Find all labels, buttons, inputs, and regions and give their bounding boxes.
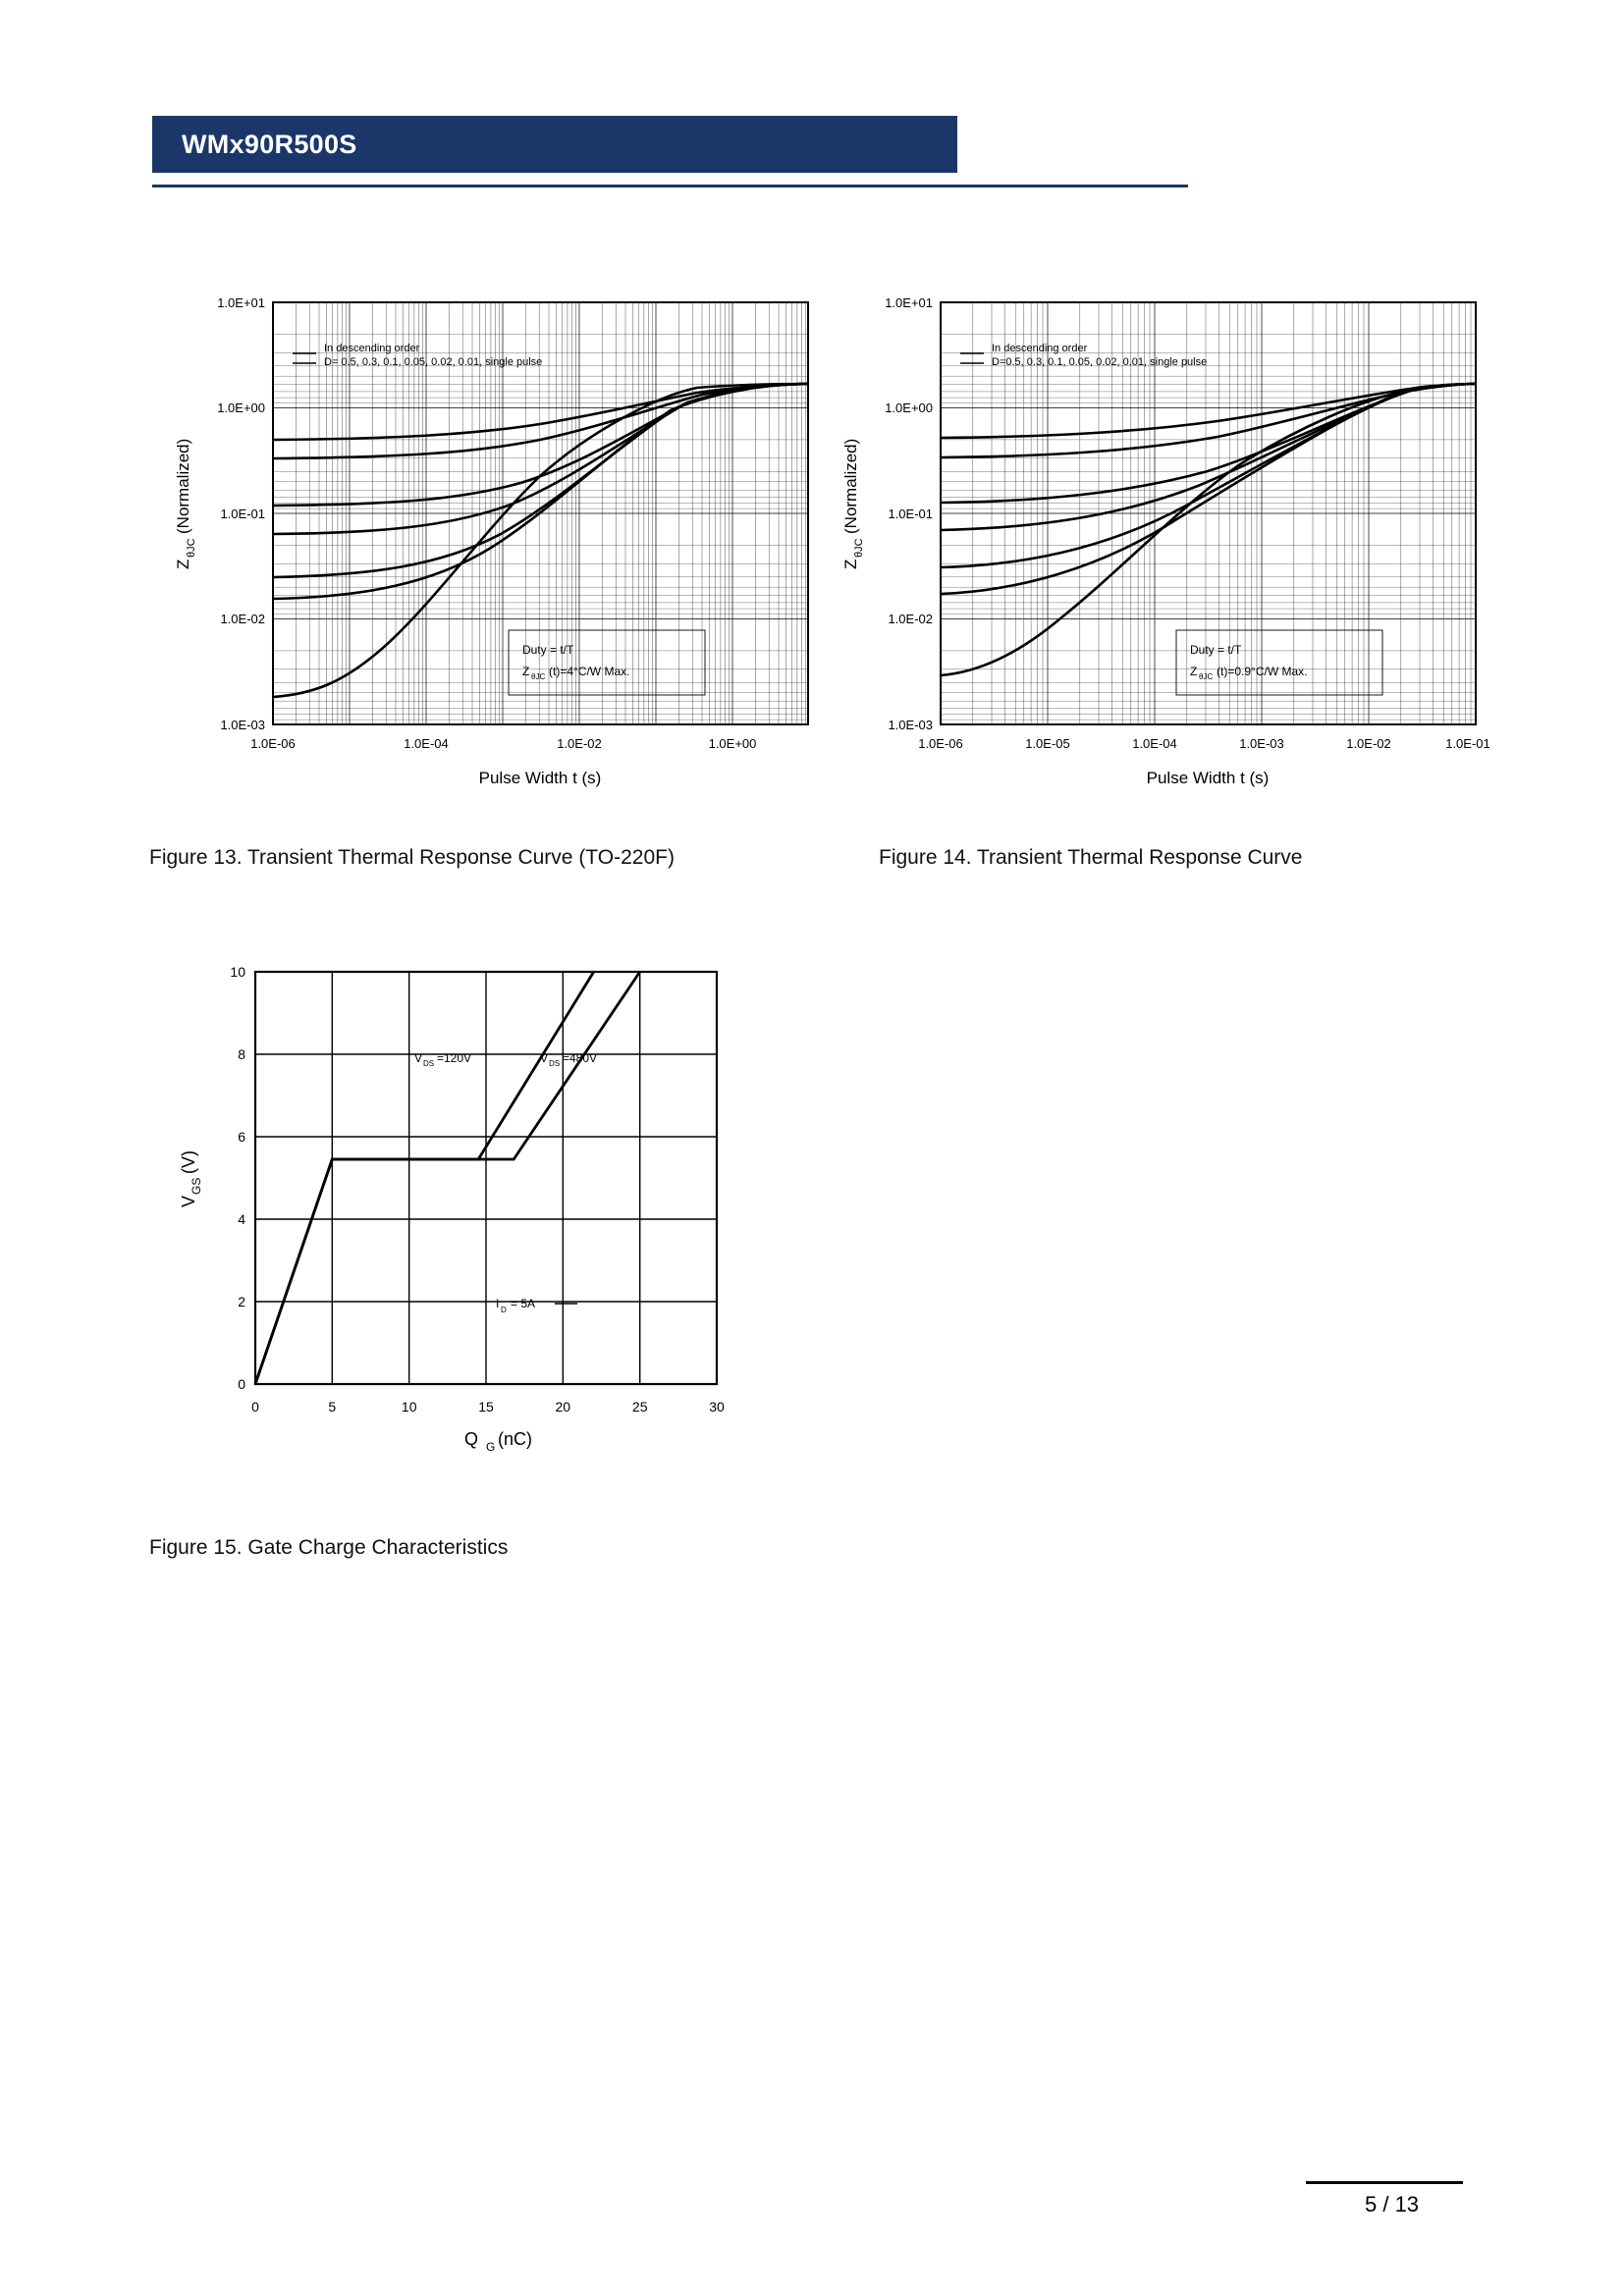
- svg-text:(t)=4°C/W Max.: (t)=4°C/W Max.: [549, 665, 630, 678]
- svg-text:D=0.5, 0.3, 0.1, 0.05, 0.02, 0: D=0.5, 0.3, 0.1, 0.05, 0.02, 0.01, single pulse: [992, 356, 1208, 368]
- svg-text:1.0E+01: 1.0E+01: [217, 295, 265, 310]
- svg-text:DS: DS: [423, 1059, 435, 1068]
- svg-text:Q: Q: [463, 1429, 479, 1449]
- svg-text:1.0E-06: 1.0E-06: [918, 736, 963, 751]
- svg-text:In descending order: In descending order: [324, 343, 420, 354]
- svg-text:1.0E-04: 1.0E-04: [404, 736, 449, 751]
- footer-divider: [1306, 2181, 1463, 2184]
- figure-14-x-ticks: [918, 736, 1490, 751]
- svg-text:Z: Z: [522, 665, 530, 678]
- svg-text:Z: Z: [174, 559, 192, 569]
- svg-text:5: 5: [328, 1399, 337, 1415]
- svg-text:1.0E-01: 1.0E-01: [220, 507, 265, 521]
- figure-13-chart: [147, 285, 835, 795]
- svg-text:1.0E-02: 1.0E-02: [888, 612, 933, 626]
- svg-text:1.0E-03: 1.0E-03: [220, 718, 265, 732]
- figure-13-caption: Figure 13. Transient Thermal Response Curve (TO-220F): [149, 846, 675, 869]
- svg-text:Z: Z: [841, 559, 860, 569]
- svg-text:(V): (V): [179, 1150, 198, 1174]
- svg-text:V: V: [179, 1195, 198, 1207]
- svg-text:(Normalized): (Normalized): [174, 438, 192, 534]
- svg-text:20: 20: [555, 1399, 571, 1415]
- svg-text:Duty = t/T: Duty = t/T: [522, 643, 574, 657]
- figure-14-svg: [815, 285, 1502, 795]
- svg-text:(Normalized): (Normalized): [841, 438, 860, 534]
- svg-text:θJC: θJC: [853, 538, 865, 558]
- svg-text:4: 4: [238, 1211, 245, 1227]
- svg-text:GS: GS: [189, 1177, 203, 1195]
- svg-text:1.0E+00: 1.0E+00: [885, 400, 933, 415]
- svg-text:Pulse Width t (s): Pulse Width t (s): [1146, 769, 1270, 787]
- svg-text:Z: Z: [1190, 665, 1198, 678]
- svg-text:V: V: [540, 1051, 549, 1065]
- svg-text:(t)=0.9°C/W Max.: (t)=0.9°C/W Max.: [1217, 665, 1308, 678]
- svg-text:D: D: [501, 1306, 507, 1314]
- figure-13-x-ticks: [250, 736, 756, 751]
- figure-15-x-ticks: [251, 1399, 725, 1415]
- figure-13-svg: [147, 285, 835, 795]
- svg-text:=120V: =120V: [437, 1051, 472, 1065]
- figure-15-y-ticks: [230, 964, 245, 1392]
- svg-text:DS: DS: [549, 1059, 561, 1068]
- svg-text:10: 10: [401, 1399, 417, 1415]
- figure-15-svg: [147, 942, 854, 1531]
- svg-text:1.0E-02: 1.0E-02: [557, 736, 602, 751]
- svg-text:1.0E-01: 1.0E-01: [1445, 736, 1490, 751]
- svg-text:0: 0: [251, 1399, 259, 1415]
- svg-text:1.0E-03: 1.0E-03: [1239, 736, 1284, 751]
- svg-text:1.0E+00: 1.0E+00: [708, 736, 757, 751]
- figure-14-chart: [815, 285, 1502, 795]
- svg-text:V: V: [414, 1051, 423, 1065]
- svg-text:D= 0.5, 0.3, 0.1, 0.05, 0.02,: D= 0.5, 0.3, 0.1, 0.05, 0.02, 0.01, single pulse: [324, 356, 543, 368]
- svg-text:1.0E-04: 1.0E-04: [1132, 736, 1177, 751]
- svg-text:1.0E+00: 1.0E+00: [217, 400, 265, 415]
- svg-text:= 5A: = 5A: [511, 1297, 536, 1310]
- svg-text:G: G: [486, 1440, 496, 1454]
- header-divider: [152, 185, 1188, 187]
- svg-text:Pulse Width t (s): Pulse Width t (s): [478, 769, 602, 787]
- svg-text:0: 0: [238, 1376, 245, 1392]
- svg-text:I: I: [496, 1297, 500, 1310]
- svg-text:=480V: =480V: [563, 1051, 598, 1065]
- svg-text:In descending order: In descending order: [992, 343, 1088, 354]
- svg-text:2: 2: [238, 1294, 245, 1309]
- svg-text:1.0E-02: 1.0E-02: [1346, 736, 1391, 751]
- figure-13-y-ticks: [217, 295, 265, 732]
- svg-text:1.0E-03: 1.0E-03: [888, 718, 933, 732]
- svg-text:8: 8: [238, 1046, 245, 1062]
- svg-text:10: 10: [230, 964, 245, 980]
- svg-text:1.0E-05: 1.0E-05: [1025, 736, 1070, 751]
- svg-text:1.0E-06: 1.0E-06: [250, 736, 296, 751]
- figure-14-y-ticks: [885, 295, 933, 732]
- figure-14-caption: Figure 14. Transient Thermal Response Curve: [879, 846, 1303, 869]
- page-title: WMx90R500S: [182, 130, 357, 159]
- figure-15-caption: Figure 15. Gate Charge Characteristics: [149, 1536, 509, 1559]
- svg-text:6: 6: [238, 1129, 245, 1145]
- svg-text:Duty = t/T: Duty = t/T: [1190, 643, 1242, 657]
- svg-text:(nC): (nC): [498, 1429, 532, 1449]
- svg-text:θJC: θJC: [531, 672, 546, 681]
- svg-text:θJC: θJC: [1199, 672, 1214, 681]
- svg-text:1.0E+01: 1.0E+01: [885, 295, 933, 310]
- svg-text:30: 30: [709, 1399, 725, 1415]
- figure-15-chart: [147, 942, 854, 1531]
- svg-text:θJC: θJC: [186, 538, 197, 558]
- svg-text:1.0E-02: 1.0E-02: [220, 612, 265, 626]
- svg-text:15: 15: [478, 1399, 494, 1415]
- svg-text:25: 25: [631, 1399, 648, 1415]
- svg-text:1.0E-01: 1.0E-01: [888, 507, 933, 521]
- page-number: 5 / 13: [1365, 2192, 1420, 2216]
